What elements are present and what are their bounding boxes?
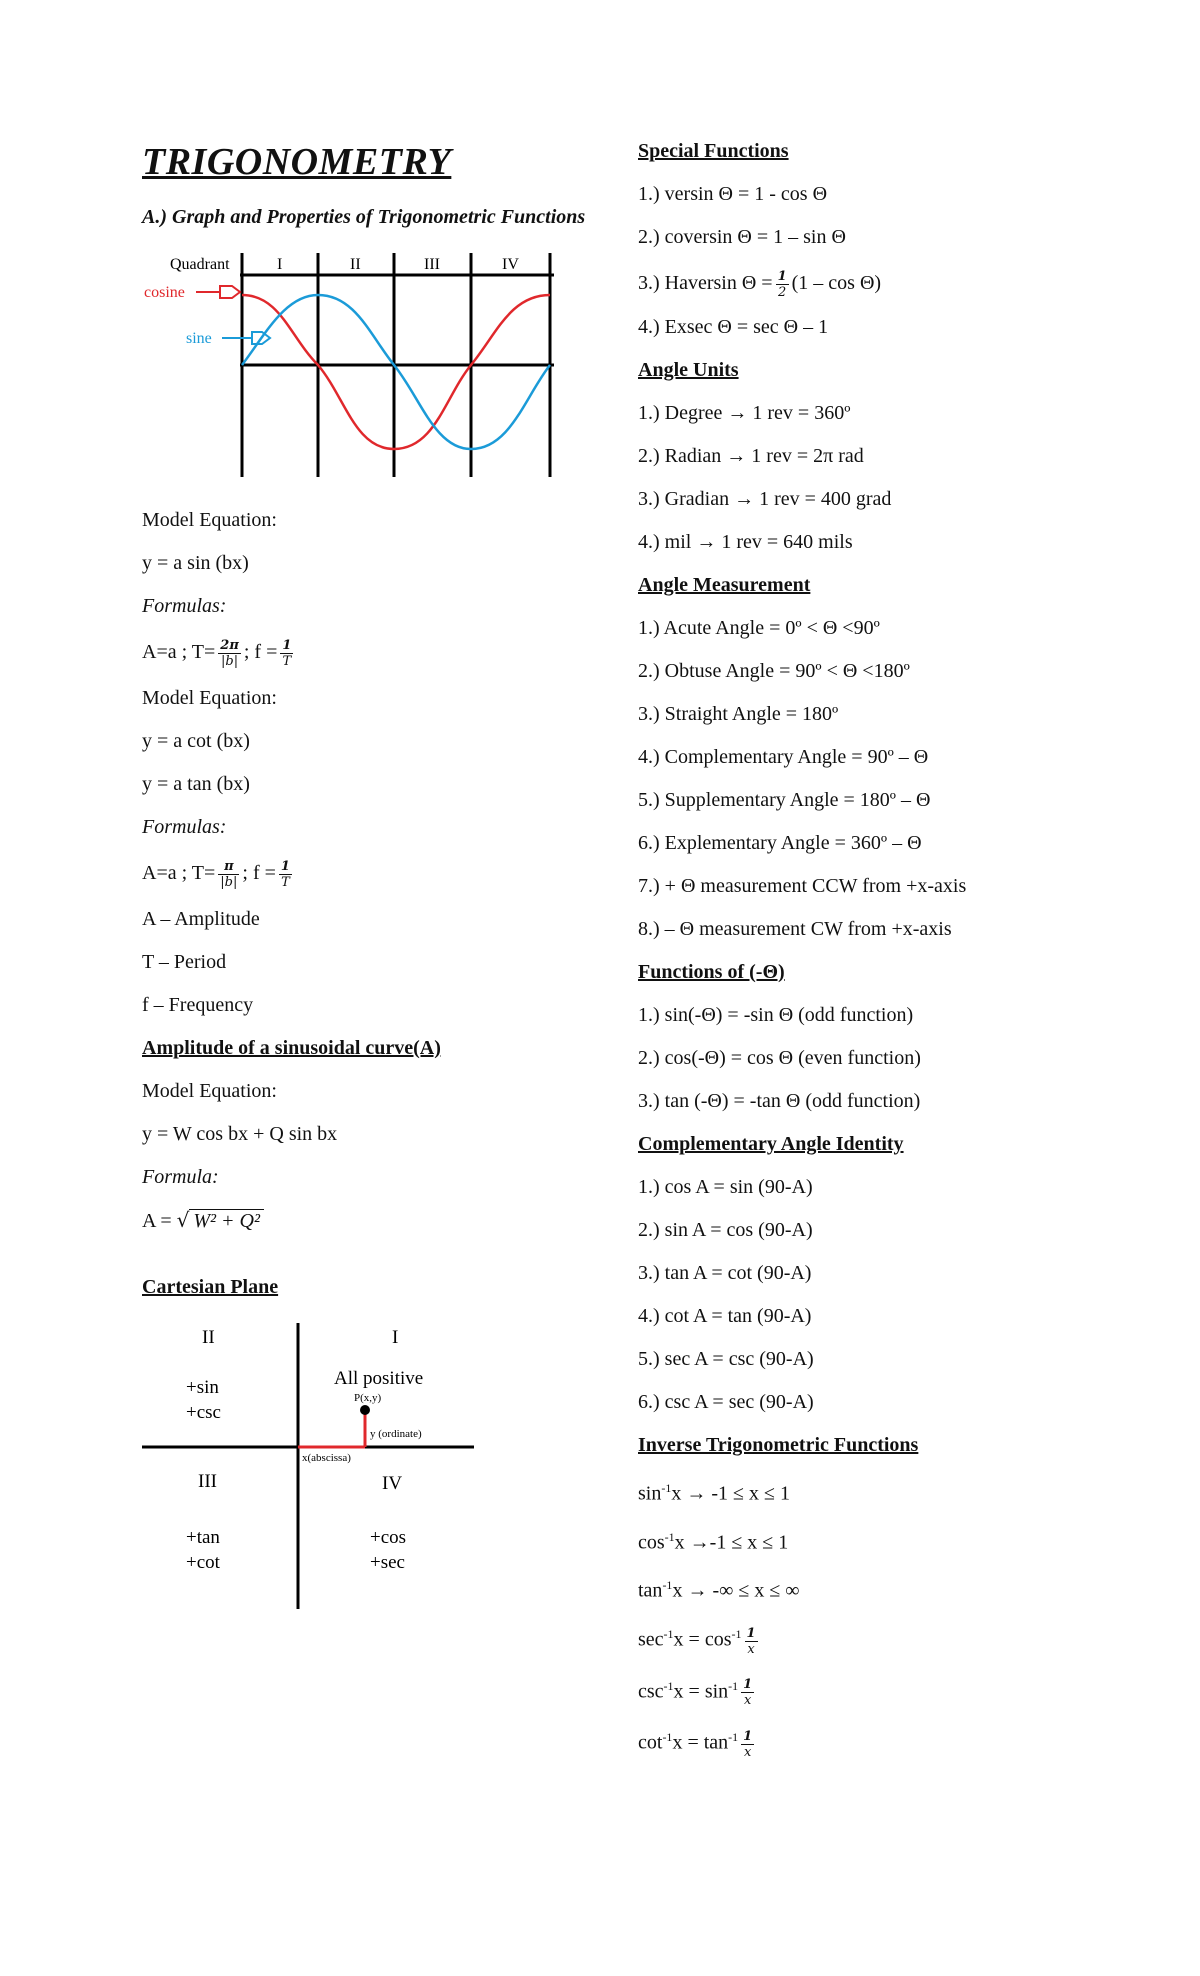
q2-sin: +sin (186, 1377, 219, 1398)
neg-functions-header: Functions of (-Θ) (638, 961, 785, 983)
angle-measure-8: 8.) – Θ measurement CW from +x-axis (638, 918, 952, 940)
complementary-5: 5.) sec A = csc (90-A) (638, 1348, 814, 1370)
tan-formulas: A=a ; T= $\frac{\pi}{|b|}$ ; f = $\frac{1}{T}$ (142, 859, 290, 890)
inverse-tan: $\tan^{-1}x$ → -∞ ≤ x ≤ ∞ (638, 1578, 800, 1602)
q1-all-positive: All positive (334, 1368, 424, 1389)
plane-quadrant-iv: IV (382, 1473, 403, 1494)
q3-tan: +tan (186, 1527, 220, 1548)
plane-quadrant-i: I (392, 1327, 399, 1348)
complementary-4: 4.) cot A = tan (90-A) (638, 1305, 812, 1327)
inverse-sec: $\sec^{-1}x = \cos^{-1}$ $\frac{1}{x}$ (638, 1625, 756, 1657)
q4-sec: +sec (370, 1552, 405, 1573)
sine-curve (242, 295, 550, 449)
trig-graph (140, 247, 560, 487)
complementary-2: 2.) sin A = cos (90-A) (638, 1219, 813, 1241)
formulas-label-1: Formulas: (142, 595, 227, 617)
special-item-1: 1.) versin Θ = 1 - cos Θ (638, 183, 828, 205)
cosine-arrow-icon (220, 286, 240, 298)
neg-function-1: 1.) sin(-Θ) = -sin Θ (odd function) (638, 1004, 914, 1026)
graph-quadrant-ii: II (350, 256, 361, 273)
sin-equation: y = a sin (bx) (142, 552, 249, 574)
complementary-3: 3.) tan A = cot (90-A) (638, 1262, 812, 1284)
cartesian-plane (140, 1319, 480, 1619)
q4-cos: +cos (370, 1527, 407, 1548)
inverse-header: Inverse Trigonometric Functions (638, 1434, 919, 1456)
left-column (142, 140, 602, 1619)
section-a-heading: A.) Graph and Properties of Trigonometric Functions (142, 206, 586, 228)
complementary-header: Complementary Angle Identity (638, 1133, 904, 1155)
cot-equation: y = a cot (bx) (142, 730, 250, 752)
angle-measure-7: 7.) + Θ measurement CCW from +x-axis (638, 875, 967, 897)
special-item-4: 4.) Exsec Θ = sec Θ – 1 (638, 316, 829, 338)
angle-unit-4: 4.) mil → 1 rev = 640 mils (638, 531, 853, 553)
inverse-sin: $\sin^{-1}x \to -1 \le x \le 1$ (638, 1481, 790, 1505)
sine-label: sine (186, 330, 212, 347)
angle-units-header: Angle Units (638, 359, 739, 381)
neg-function-3: 3.) tan (-Θ) = -tan Θ (odd function) (638, 1090, 921, 1112)
q2-csc: +csc (186, 1402, 221, 1423)
right-column (638, 140, 1158, 1781)
inverse-csc: $\csc^{-1}x = \sin^{-1}$ $\frac{1}{x}$ (638, 1677, 753, 1709)
sin-formulas: A=a ; T= $\frac{2\pi}{|b|}$ ; f = $\frac{1}{T}$ (142, 638, 292, 669)
amplitude-equation: y = W cos bx + Q sin bx (142, 1123, 338, 1145)
model-equation-label-1: Model Equation: (142, 509, 277, 531)
def-frequency: f – Frequency (142, 994, 254, 1016)
angle-unit-3: 3.) Gradian → 1 rev = 400 grad (638, 488, 892, 510)
graph-quadrant-iii: III (424, 256, 440, 273)
inverse-cot: $\cot^{-1}x = \tan^{-1}$ $\frac{1}{x}$ (638, 1728, 753, 1760)
neg-function-2: 2.) cos(-Θ) = cos Θ (even function) (638, 1047, 921, 1069)
special-header: Special Functions (638, 140, 789, 162)
complementary-6: 6.) csc A = sec (90-A) (638, 1391, 814, 1413)
angle-unit-1: 1.) Degree → 1 rev = 360º (638, 402, 851, 424)
formula-label: Formula: (142, 1166, 219, 1188)
graph-quadrant-iv: IV (502, 256, 519, 273)
angle-unit-2: 2.) Radian → 1 rev = 2π rad (638, 445, 864, 467)
special-item-3: 3.) Haversin Θ = $\frac{1}{2}$ (1 – cos Θ) (638, 269, 882, 300)
cosine-label: cosine (144, 284, 185, 301)
page-title: TRIGONOMETRY (142, 141, 452, 183)
q3-cot: +cot (186, 1552, 220, 1573)
ordinate-label: y (ordinate) (370, 1428, 422, 1440)
angle-measure-6: 6.) Explementary Angle = 360º – Θ (638, 832, 922, 854)
angle-measure-2: 2.) Obtuse Angle = 90º < Θ <180º (638, 660, 910, 682)
formulas-label-2: Formulas: (142, 816, 227, 838)
plane-quadrant-ii: II (202, 1327, 215, 1348)
angle-measure-5: 5.) Supplementary Angle = 180º – Θ (638, 789, 931, 811)
point-label: P(x,y) (354, 1392, 382, 1404)
angle-measure-3: 3.) Straight Angle = 180º (638, 703, 839, 725)
inverse-cos: $\cos^{-1}x \to-1 \le x \le 1$ (638, 1529, 789, 1554)
point-p-marker (360, 1405, 370, 1415)
quadrant-label: Quadrant (170, 256, 230, 273)
special-item-2: 2.) coversin Θ = 1 – sin Θ (638, 226, 846, 248)
angle-measurement-header: Angle Measurement (638, 574, 811, 596)
abscissa-label: x(abscissa) (302, 1452, 351, 1464)
amplitude-formula: A = √ W² + Q² (142, 1209, 602, 1232)
model-equation-label-2: Model Equation: (142, 687, 277, 709)
angle-measure-1: 1.) Acute Angle = 0º < Θ <90º (638, 617, 880, 639)
complementary-1: 1.) cos A = sin (90-A) (638, 1176, 813, 1198)
cartesian-header: Cartesian Plane (142, 1276, 279, 1298)
cosine-curve (242, 295, 550, 449)
def-period: T – Period (142, 951, 227, 973)
amplitude-header: Amplitude of a sinusoidal curve(A) (142, 1037, 441, 1059)
def-amplitude: A – Amplitude (142, 908, 260, 930)
plane-quadrant-iii: III (198, 1471, 217, 1492)
amplitude-model-label: Model Equation: (142, 1080, 277, 1102)
angle-measure-4: 4.) Complementary Angle = 90º – Θ (638, 746, 929, 768)
graph-quadrant-i: I (277, 256, 283, 273)
tan-equation: y = a tan (bx) (142, 773, 250, 795)
